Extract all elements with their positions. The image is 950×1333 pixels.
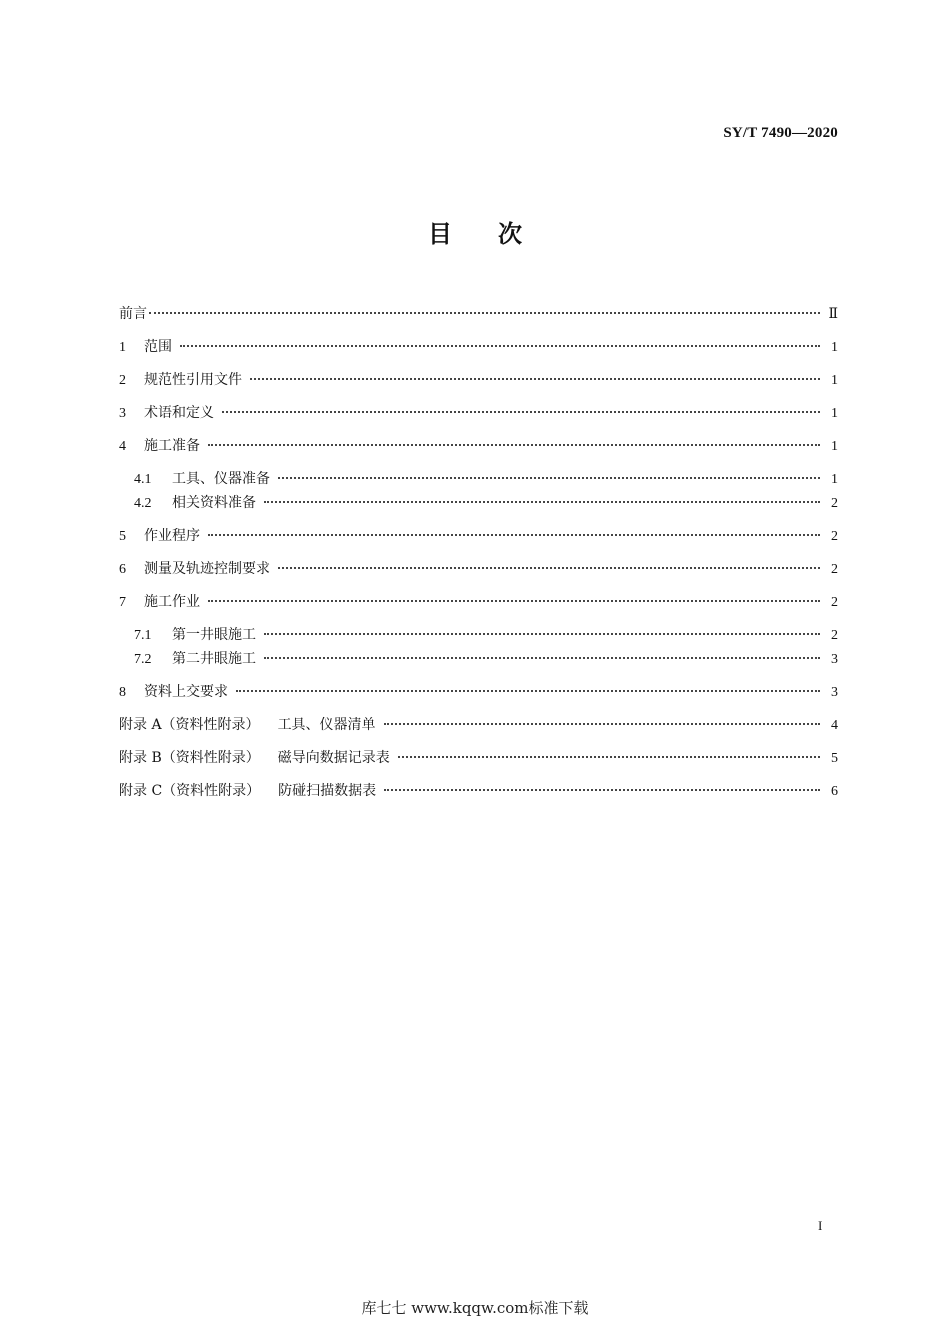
table-of-contents [119,302,838,803]
toc-page: 2 [831,628,838,643]
dot-leader [264,633,820,635]
title-char-2: 次 [498,220,522,248]
toc-label: 工具、仪器准备 [172,471,270,487]
dot-leader [250,378,820,380]
toc-label: 磁导向数据记录表 [277,750,390,766]
toc-entry-4-2[interactable] [119,491,838,515]
dot-leader [208,534,820,536]
dot-leader [384,723,820,725]
toc-number: 1 [119,340,126,355]
toc-page: 1 [831,406,838,421]
toc-label: 施工准备 [144,438,200,454]
toc-label: 规范性引用文件 [144,372,242,388]
toc-page: 1 [831,340,838,355]
standard-code: SY/T 7490—2020 [723,125,838,141]
toc-page: 2 [831,562,838,577]
toc-number: 3 [119,406,126,421]
toc-entry-4[interactable] [119,434,838,458]
dot-leader [264,501,820,503]
toc-number: 7.2 [134,652,152,667]
dot-leader [222,411,820,413]
dot-leader [264,657,820,659]
toc-entry-4-1[interactable] [119,467,838,491]
dot-leader [149,312,820,314]
toc-label: 范围 [144,339,172,355]
dot-leader [180,345,820,347]
toc-entry-8[interactable] [119,680,838,704]
toc-label: 术语和定义 [144,405,214,421]
toc-page: 3 [831,685,838,700]
appendix-prefix: 附录 A（资料性附录） [119,717,260,733]
toc-label: 第一井眼施工 [172,627,256,643]
toc-page: 2 [831,529,838,544]
toc-label: 资料上交要求 [144,684,228,700]
toc-number: 6 [119,562,126,577]
dot-leader [208,444,820,446]
dot-leader [208,600,820,602]
toc-label: 相关资料准备 [172,495,256,511]
toc-entry-7-1[interactable] [119,623,838,647]
title-char-1: 目 [428,220,452,248]
toc-number: 4.1 [134,472,152,487]
toc-number: 7.1 [134,628,152,643]
toc-entry-6[interactable] [119,557,838,581]
dot-leader [236,690,820,692]
toc-entry-appendix-a[interactable] [119,713,838,737]
toc-page: 3 [831,652,838,667]
toc-page: 2 [831,595,838,610]
toc-entry-7[interactable] [119,590,838,614]
toc-label: 第二井眼施工 [172,651,256,667]
toc-entry-7-2[interactable] [119,647,838,671]
toc-number: 7 [119,595,126,610]
dot-leader [398,756,820,758]
page-number: I [818,1218,823,1233]
toc-page: 2 [831,496,838,511]
toc-page: 5 [831,751,838,766]
toc-label: 前言 [119,306,147,322]
toc-label: 工具、仪器清单 [277,717,376,733]
toc-entry-appendix-b[interactable] [119,746,838,770]
toc-entry-5[interactable] [119,524,838,548]
toc-number: 8 [119,685,126,700]
appendix-prefix: 附录 C（资料性附录） [119,783,261,799]
toc-entry-1[interactable] [119,335,838,359]
dot-leader [278,477,820,479]
toc-page: 1 [831,439,838,454]
dot-leader [278,567,820,569]
toc-number: 4 [119,439,126,454]
page-title [0,214,950,249]
toc-label: 测量及轨迹控制要求 [144,561,270,577]
toc-page: 1 [831,472,838,487]
toc-entry-foreword[interactable] [119,302,838,326]
toc-entry-3[interactable] [119,401,838,425]
toc-page: 6 [831,784,838,799]
toc-page: Ⅱ [828,307,838,322]
toc-label: 防碰扫描数据表 [278,783,377,799]
toc-number: 4.2 [134,496,152,511]
download-watermark: 库七七 www.kqqw.com标准下载 [361,1299,589,1317]
toc-label: 作业程序 [144,528,200,544]
toc-page: 4 [831,718,838,733]
toc-entry-appendix-c[interactable] [119,779,838,803]
toc-number: 5 [119,529,126,544]
toc-entry-2[interactable] [119,368,838,392]
toc-label: 施工作业 [144,594,200,610]
toc-page: 1 [831,373,838,388]
toc-number: 2 [119,373,126,388]
appendix-prefix: 附录 B（资料性附录） [119,750,260,766]
dot-leader [384,789,820,791]
